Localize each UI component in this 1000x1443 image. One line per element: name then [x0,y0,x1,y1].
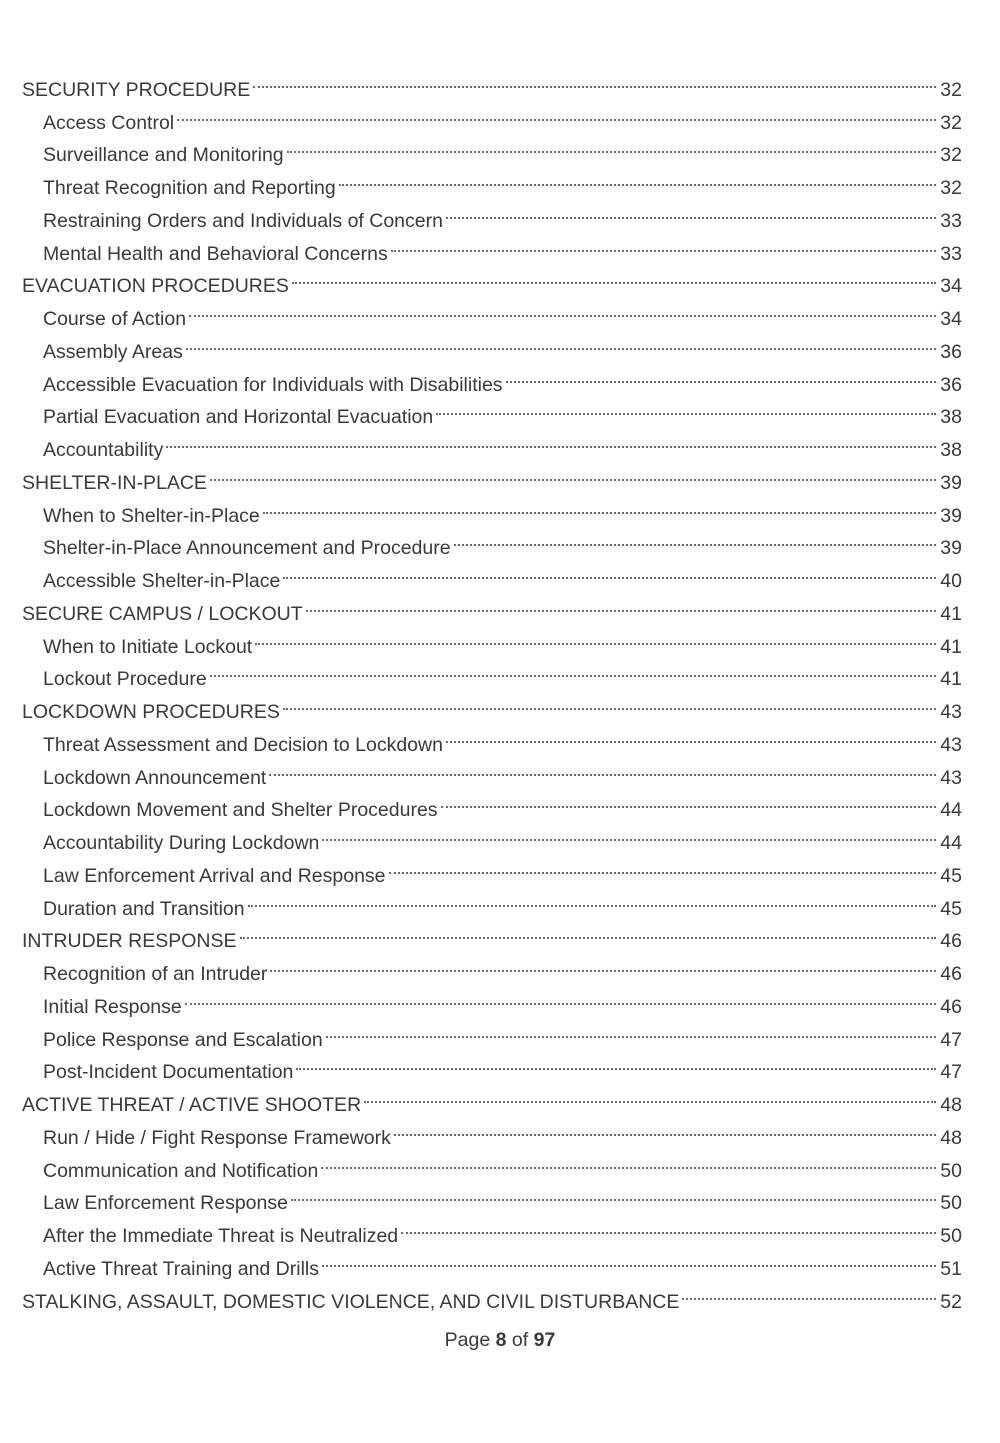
toc-entry-title: Initial Response [43,995,182,1018]
toc-entry-page-number: 33 [940,209,962,232]
dot-leader [364,1078,936,1111]
dot-leader [248,882,936,915]
toc-entry-page-number: 36 [940,340,962,363]
toc-entry-page-number: 50 [940,1192,962,1215]
dot-leader [287,129,936,162]
toc-entry-page-number: 47 [940,1028,962,1051]
toc-entry-page-number: 43 [940,733,962,756]
dot-leader [441,784,936,817]
toc-entry-page-number: 32 [940,111,962,134]
toc-entry-title: Accountability During Lockdown [43,832,320,854]
dot-leader [177,96,936,129]
toc-entry-title: Lockout Procedure [43,668,207,691]
toc-entry-title: When to Initiate Lockout [43,635,253,658]
toc-entry-title: Run / Hide / Fight Response Framework [43,1126,391,1149]
toc-entry-title: Active Threat Training and Drills [43,1257,320,1280]
toc-entry-title: When to Shelter-in-Place [43,504,260,527]
toc-entry-page-number: 32 [940,177,962,199]
toc-entry-title: Threat Assessment and Decision to Lockdown [43,733,443,756]
toc-entry-title: Surveillance and Monitoring [43,144,284,167]
toc-entry-title: Accessible Evacuation for Individuals with Disabilities [43,373,503,396]
toc-entry-title: Accessible Shelter-in-Place [43,570,281,592]
toc-section-entry[interactable] [22,63,962,101]
dot-leader [682,1275,936,1308]
dot-leader [454,522,936,555]
dot-leader [446,718,936,751]
table-of-contents [22,63,962,1313]
toc-entry-page-number: 46 [940,963,962,985]
dot-leader [283,554,936,587]
toc-entry-title: ACTIVE THREAT / ACTIVE SHOOTER [22,1094,362,1116]
toc-entry-page-number: 41 [940,668,962,691]
toc-entry-title: Shelter-in-Place Announcement and Procedure [43,537,451,560]
toc-entry-page-number: 44 [940,832,962,854]
toc-entry-title: INTRUDER RESPONSE [22,930,237,953]
toc-entry-title: SECURE CAMPUS / LOCKOUT [22,602,303,625]
toc-entry-page-number: 39 [940,504,962,527]
toc-entry-title: SHELTER-IN-PLACE [22,471,207,494]
dot-leader [210,456,936,489]
dot-leader [291,1177,936,1210]
toc-entry-title: STALKING, ASSAULT, DOMESTIC VIOLENCE, AND CIVIL DISTURBANCE [22,1290,680,1313]
toc-entry-page-number: 40 [940,570,962,592]
toc-entry-title: Restraining Orders and Individuals of Concern [43,209,443,232]
toc-entry-title: Post-Incident Documentation [43,1061,294,1084]
dot-leader [240,915,936,948]
toc-entry-title: LOCKDOWN PROCEDURES [22,701,280,723]
toc-entry-title: Assembly Areas [43,340,183,363]
dot-leader [292,260,936,293]
toc-entry-page-number: 50 [940,1225,962,1247]
dot-leader [263,489,936,522]
toc-entry-page-number: 32 [940,78,962,101]
dot-leader [322,816,936,849]
toc-entry-page-number: 33 [940,242,962,265]
toc-entry-page-number: 34 [940,275,962,298]
dot-leader [446,194,936,227]
toc-entry-title: After the Immediate Threat is Neutralized [43,1225,399,1247]
toc-entry-page-number: 51 [940,1257,962,1280]
dot-leader [339,161,936,194]
toc-entry-page-number: 46 [940,930,962,953]
toc-entry-page-number: 50 [940,1159,962,1182]
toc-entry-title: Course of Action [43,308,187,330]
toc-entry-title: Police Response and Escalation [43,1028,323,1051]
dot-leader [189,292,936,325]
toc-entry-page-number: 48 [940,1126,962,1149]
toc-entry-page-number: 36 [940,373,962,396]
dot-leader [283,685,936,718]
dot-leader [436,391,936,424]
toc-entry-page-number: 48 [940,1094,962,1116]
current-page-number: 8 [495,1329,507,1351]
dot-leader [401,1209,936,1242]
toc-entry-title: Mental Health and Behavioral Concerns [43,242,388,265]
dot-leader [210,653,936,686]
toc-entry-page-number: 43 [940,766,962,789]
toc-entry-page-number: 32 [940,144,962,167]
toc-entry-title: Accountability [43,439,164,461]
dot-leader [506,358,936,391]
dot-leader [269,751,936,784]
toc-entry-page-number: 47 [940,1061,962,1084]
toc-entry-page-number: 44 [940,799,962,822]
toc-entry-title: Recognition of an Intruder [43,963,268,985]
toc-entry-page-number: 41 [940,635,962,658]
toc-entry-title: Lockdown Announcement [43,766,267,789]
toc-entry-page-number: 46 [940,995,962,1018]
page-of-label: of [511,1329,529,1351]
dot-leader [391,227,936,260]
toc-entry-page-number: 39 [940,537,962,560]
toc-entry-title: EVACUATION PROCEDURES [22,275,289,298]
toc-entry-page-number: 34 [940,308,962,330]
toc-entry-title: Law Enforcement Response [43,1192,288,1215]
toc-entry-page-number: 43 [940,701,962,723]
toc-entry-title: SECURITY PROCEDURE [22,78,251,101]
toc-entry-title: Partial Evacuation and Horizontal Evacuation [43,406,434,429]
dot-leader [166,423,936,456]
dot-leader [322,1242,936,1275]
dot-leader [394,1111,936,1144]
toc-entry-title: Law Enforcement Arrival and Response [43,864,386,887]
toc-entry-title: Threat Recognition and Reporting [43,177,336,199]
total-page-count: 97 [533,1329,556,1351]
toc-entry-title: Lockdown Movement and Shelter Procedures [43,799,438,822]
dot-leader [186,325,936,358]
dot-leader [270,947,936,980]
dot-leader [321,1144,936,1177]
dot-leader [326,1013,936,1046]
dot-leader [185,980,936,1013]
page-footer [0,1329,1000,1352]
dot-leader [389,849,936,882]
toc-entry-page-number: 45 [940,864,962,887]
dot-leader [255,620,936,653]
toc-entry-page-number: 52 [940,1290,962,1313]
toc-entry-page-number: 45 [940,897,962,920]
toc-entry-title: Access Control [43,111,175,134]
dot-leader [296,1046,936,1079]
toc-entry-title: Duration and Transition [43,897,245,920]
toc-entry-page-number: 39 [940,471,962,494]
toc-entry-page-number: 38 [940,439,962,461]
page-label: Page [444,1329,491,1351]
dot-leader [253,63,936,96]
toc-entry-title: Communication and Notification [43,1159,319,1182]
toc-entry-page-number: 38 [940,406,962,429]
toc-entry-page-number: 41 [940,602,962,625]
dot-leader [306,587,936,620]
